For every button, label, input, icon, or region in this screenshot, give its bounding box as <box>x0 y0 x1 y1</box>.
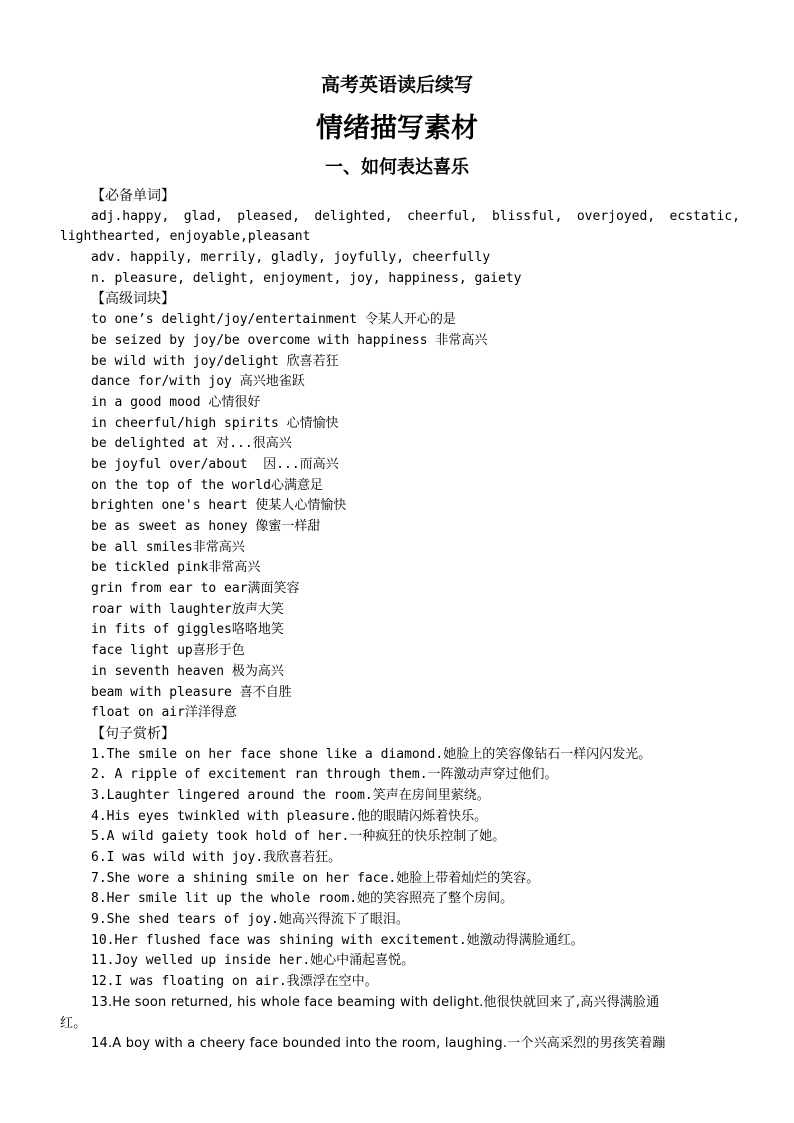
phrase-item: in a good mood 心情很好 <box>91 394 261 410</box>
doc-main-title: 情绪描写素材 <box>316 113 478 144</box>
section-title: 一、如何表达喜乐 <box>325 157 469 178</box>
vocab-noun: n. pleasure, delight, enjoyment, joy, happiness, gaiety <box>91 270 522 286</box>
sentence-item: 5.A wild gaiety took hold of her.一种疯狂的快乐控制了她。 <box>91 829 506 845</box>
sentence-item: 3.Laughter lingered around the room.笑声在房间里萦绕。 <box>91 787 490 803</box>
phrase-item: be wild with joy/delight 欣喜若狂 <box>91 353 339 369</box>
sentence-item-14-line1: 14.A boy with a cheery face bounded into the room, laughing.一个兴高采烈的男孩笑着蹦 <box>91 1036 666 1052</box>
phrases-heading: 【高级词块】 <box>91 291 175 308</box>
document-body <box>60 186 740 1055</box>
phrase-item: on the top of the world心满意足 <box>91 477 324 493</box>
vocab-adj-line1: adj.happy, glad, pleased, delighted, cheerful, blissful, overjoyed, ecstatic, <box>91 208 740 224</box>
sentence-item: 9.She shed tears of joy.她高兴得流下了眼泪。 <box>91 912 409 928</box>
sentence-item: 11.Joy welled up inside her.她心中涌起喜悦。 <box>91 953 415 969</box>
sentence-item-13-line1: 13.He soon returned, his whole face beaming with delight.他很快就回来了,高兴得满脸通 <box>91 994 660 1010</box>
sentence-item: 8.Her smile lit up the whole room.她的笑容照亮了整个房间。 <box>91 891 514 907</box>
phrase-item: be as sweet as honey 像蜜一样甜 <box>91 519 321 534</box>
phrase-item: beam with pleasure 喜不自胜 <box>91 684 292 700</box>
sentence-item: 4.His eyes twinkled with pleasure.他的眼睛闪烁着快乐。 <box>91 808 488 824</box>
sentence-item: 6.I was wild with joy.我欣喜若狂。 <box>91 850 342 865</box>
phrase-item: face light up喜形于色 <box>91 643 245 659</box>
sentence-item: 12.I was floating on air.我漂浮在空中。 <box>91 974 378 990</box>
doc-title: 高考英语读后续写 <box>320 74 473 96</box>
vocab-adj-line2: lighthearted, enjoyable,pleasant <box>60 229 311 245</box>
sentence-item: 10.Her flushed face was shining with excitement.她激动得满脸通红。 <box>91 932 584 948</box>
phrase-item: in seventh heaven 极为高兴 <box>91 663 284 679</box>
vocab-heading: 【必备单词】 <box>91 188 175 204</box>
sentence-item: 1.The smile on her face shone like a diamond.她脸上的笑容像钻石一样闪闪发光。 <box>91 746 652 762</box>
sentences-heading: 【句子赏析】 <box>91 725 175 742</box>
phrase-item: be joyful over/about 因...而高兴 <box>91 456 339 472</box>
phrase-item: be seized by joy/be overcome with happiness 非常高兴 <box>91 332 488 348</box>
sentence-item-13-line2: 红。 <box>60 1015 87 1031</box>
phrase-item: brighten one's heart 使某人心情愉快 <box>91 498 347 514</box>
phrase-item: be tickled pink非常高兴 <box>91 560 261 576</box>
sentence-item: 2. A ripple of excitement ran through them.一阵激动声穿过他们。 <box>91 767 558 783</box>
phrase-item: be all smiles非常高兴 <box>91 539 245 555</box>
phrase-item: in cheerful/high spirits 心情愉快 <box>91 415 339 431</box>
phrase-item: grin from ear to ear满面笑容 <box>91 581 300 597</box>
phrase-item: be delighted at 对...很高兴 <box>91 436 292 452</box>
phrase-item: roar with laughter放声大笑 <box>91 601 284 617</box>
phrase-item: to one’s delight/joy/entertainment 令某人开心的是 <box>91 312 456 328</box>
phrase-item: dance for/with joy 高兴地雀跃 <box>91 374 305 390</box>
phrase-item: in fits of giggles咯咯地笑 <box>91 622 284 638</box>
phrase-item: float on air洋洋得意 <box>91 705 237 721</box>
vocab-adv: adv. happily, merrily, gladly, joyfully, cheerfully <box>91 250 491 266</box>
sentence-item: 7.She wore a shining smile on her face.她脸上带着灿烂的笑容。 <box>91 870 540 886</box>
